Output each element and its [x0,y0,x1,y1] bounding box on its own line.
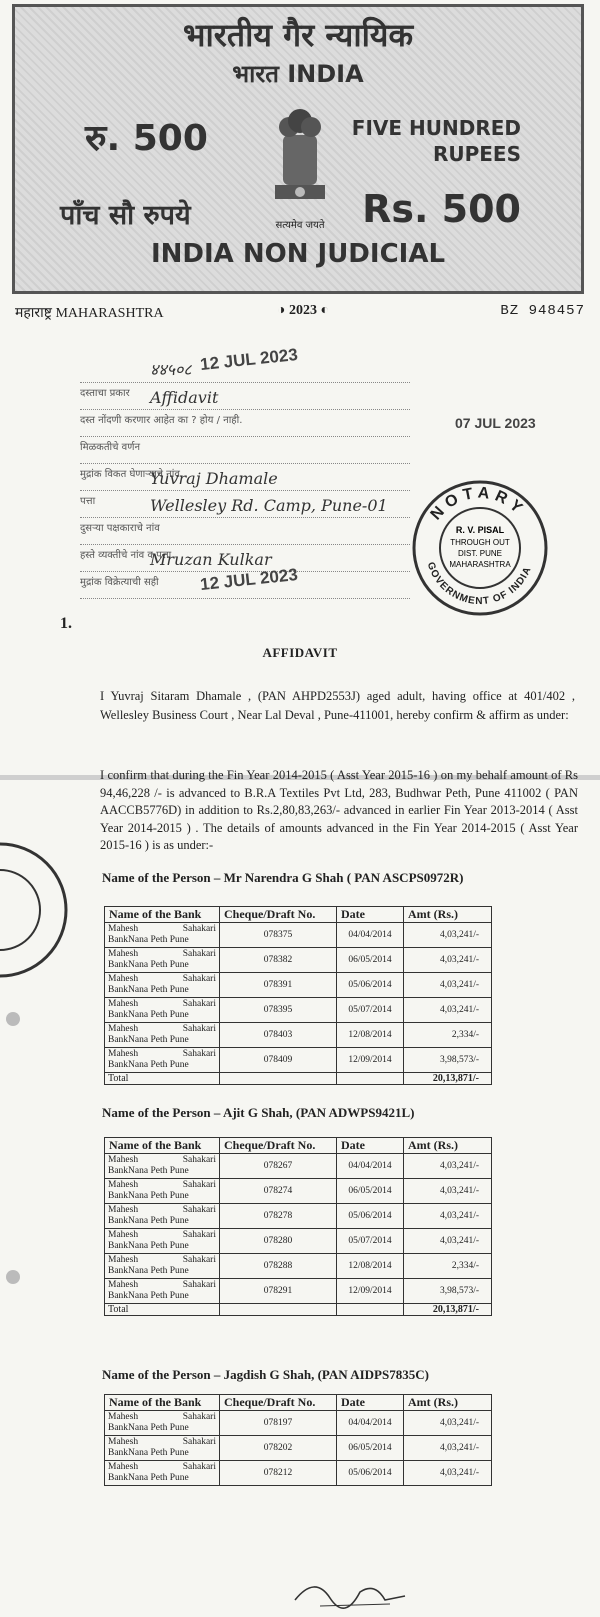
cheque-cell: 078391 [220,973,337,998]
amount-cell: 3,98,573/- [404,1048,492,1073]
cheque-cell: 078280 [220,1229,337,1254]
cheque-cell: 078291 [220,1279,337,1304]
table-header-row: Name of the Bank Cheque/Draft No. Date Amt (Rs.) [105,1395,492,1411]
date-stamp: 12 JUL 2023 [199,344,299,375]
confirmation-paragraph: I confirm that during the Fin Year 2014-2015 ( Asst Year 2015-16 ) on my behalf amount of Rs 94,46,228 /- is advanced to B.R.A Textiles Pvt Ltd, 283, Budhwar Peth, Pune 411002 ( PAN AACCB5776D) in addition to Rs.2,80,83,263/- advanced in earlier Fin Year 2013-2014 ( Asst Year 2014-2015 ) . The details of amounts advanced in the Fin Year 2014-2015 ( Asst Year 2015-16 ) is as under:- [100,768,578,852]
cheque-cell: 078197 [220,1411,337,1436]
bank-name-cell: Mahesh Sahakari BankNana Peth Pune [105,1461,220,1486]
table-header-row: Name of the Bank Cheque/Draft No. Date Amt (Rs.) [105,907,492,923]
table-row [105,1461,492,1486]
advances-table [104,906,492,1085]
cheque-cell: 078375 [220,923,337,948]
emblem-caption: सत्यमेव जयते [275,220,325,231]
bank-name-cell: Mahesh Sahakari BankNana Peth Pune [105,1154,220,1179]
svg-text:R. V. PISAL: R. V. PISAL [455,525,505,535]
signature-icon [290,1570,410,1615]
person-heading: Name of the Person – Mr Narendra G Shah ( PAN ASCPS0972R) [102,870,464,885]
form-line: पत्ता Wellesley Rd. Camp, Pune-01 [80,493,410,518]
table-row [105,1179,492,1204]
svg-text:DIST. PUNE: DIST. PUNE [457,549,503,558]
svg-text:MAHARASHTRA: MAHARASHTRA [449,560,511,569]
cheque-cell: 078409 [220,1048,337,1073]
date-cell: 05/06/2014 [337,1204,404,1229]
table-row [105,923,492,948]
cheque-cell: 078382 [220,948,337,973]
date-cell: 05/07/2014 [337,998,404,1023]
notary-seal-partial-icon [0,840,70,980]
cheque-cell: 078212 [220,1461,337,1486]
bank-name-cell: Mahesh Sahakari BankNana Peth Pune [105,1023,220,1048]
table-row [105,948,492,973]
date-cell: 12/09/2014 [337,1048,404,1073]
table-row [105,1436,492,1461]
notary-seal-icon [410,478,550,618]
affidavit-heading: AFFIDAVIT [262,645,338,660]
punch-hole [6,1270,20,1284]
cheque-cell: 078274 [220,1179,337,1204]
stamp-serial: BZ 948457 [500,303,585,319]
cheque-cell: 078267 [220,1154,337,1179]
bank-name-cell: Mahesh Sahakari BankNana Peth Pune [105,1436,220,1461]
table-row [105,1048,492,1073]
bank-name-cell: Mahesh Sahakari BankNana Peth Pune [105,948,220,973]
form-line: ४४५०८ [80,358,410,383]
stamp-india-non-judicial: INDIA NON JUDICIAL [150,239,446,269]
advances-table [104,1137,492,1316]
amount-cell: 4,03,241/- [404,1411,492,1436]
form-line: मुद्रांक विक्रेत्याची सही [80,574,410,599]
amount-cell: 4,03,241/- [404,1204,492,1229]
amount-cell: 4,03,241/- [404,1179,492,1204]
table-row [105,998,492,1023]
bank-name-cell: Mahesh Sahakari BankNana Peth Pune [105,1411,220,1436]
date-cell: 05/07/2014 [337,1229,404,1254]
state-name: महाराष्ट्र MAHARASHTRA [15,306,164,321]
advances-table [104,1394,492,1486]
date-stamp: 12 JUL 2023 [199,564,299,595]
amount-cell: 4,03,241/- [404,923,492,948]
date-cell: 06/05/2014 [337,948,404,973]
punch-hole [6,1012,20,1026]
date-cell: 12/09/2014 [337,1279,404,1304]
total-row: Total 20,13,871/- [105,1304,492,1316]
stamp-hindi-amount: पाँच सौ रुपये [60,200,191,231]
stamp-state-row [15,303,585,325]
form-line: दस्ताचा प्रकार Affidavit [80,385,410,410]
cheque-cell: 078403 [220,1023,337,1048]
table-row [105,1279,492,1304]
amount-cell: 4,03,241/- [404,973,492,998]
table-header-row: Name of the Bank Cheque/Draft No. Date Amt (Rs.) [105,1138,492,1154]
amount-cell: 4,03,241/- [404,1436,492,1461]
date-stamp: 07 JUL 2023 [455,415,536,431]
date-cell: 04/04/2014 [337,1154,404,1179]
bank-name-cell: Mahesh Sahakari BankNana Peth Pune [105,1254,220,1279]
form-line: हस्ते व्यक्तीचे नांव व पत्ता Mruzan Kulkar [80,547,410,572]
date-cell: 05/06/2014 [337,1461,404,1486]
cheque-cell: 078395 [220,998,337,1023]
amount-cell: 2,334/- [404,1254,492,1279]
bank-name-cell: Mahesh Sahakari BankNana Peth Pune [105,1229,220,1254]
form-line: मिळकतीचे वर्णन [80,439,410,464]
stamp-paper-header [12,4,584,294]
person-heading: Name of the Person – Jagdish G Shah, (PAN AIDPS7835C) [102,1367,429,1382]
stamp-rs-left: रु. 500 [85,118,208,159]
date-cell: 06/05/2014 [337,1436,404,1461]
bank-name-cell: Mahesh Sahakari BankNana Peth Pune [105,923,220,948]
svg-text:NOTARY: NOTARY [427,484,529,524]
bank-name-cell: Mahesh Sahakari BankNana Peth Pune [105,1204,220,1229]
date-cell: 04/04/2014 [337,923,404,948]
stamp-rs-right: Rs. 500 [362,187,521,231]
table-row [105,1411,492,1436]
amount-cell: 4,03,241/- [404,1461,492,1486]
form-line: दुसऱ्या पक्षकाराचे नांव [80,520,410,545]
ashoka-emblem-icon [265,95,335,215]
stamp-hindi-title: भारतीय गैर न्यायिक [182,16,414,54]
date-cell: 06/05/2014 [337,1179,404,1204]
form-line: दस्त नोंदणी करणार आहेत का ? होय / नाही. [80,412,410,437]
date-cell: 04/04/2014 [337,1411,404,1436]
date-cell: 05/06/2014 [337,973,404,998]
date-cell: 12/08/2014 [337,1254,404,1279]
vendor-form [80,358,410,601]
stamp-five-hundred: FIVE HUNDRED RUPEES [351,116,521,166]
bank-name-cell: Mahesh Sahakari BankNana Peth Pune [105,1279,220,1304]
stamp-year: ◑ 2023 ◐ [277,303,329,318]
cheque-cell: 078202 [220,1436,337,1461]
table-row [105,1154,492,1179]
table-row [105,1229,492,1254]
stamp-bharat-india: भारत INDIA [232,60,364,88]
table-row [105,1023,492,1048]
intro-paragraph: I Yuvraj Sitaram Dhamale , (PAN AHPD2553J) aged adult, having office at 401/402 , Wellesley Business Court , Near Lal Deval , Pune-411001, hereby confirm & affirm as under: [100,689,575,722]
amount-cell: 4,03,241/- [404,948,492,973]
affidavit-page-1 [0,0,600,775]
bank-name-cell: Mahesh Sahakari BankNana Peth Pune [105,1048,220,1073]
amount-cell: 4,03,241/- [404,998,492,1023]
person-heading: Name of the Person – Ajit G Shah, (PAN ADWPS9421L) [102,1105,415,1120]
margin-mark: 1. [60,615,72,632]
bank-name-cell: Mahesh Sahakari BankNana Peth Pune [105,998,220,1023]
bank-name-cell: Mahesh Sahakari BankNana Peth Pune [105,973,220,998]
amount-cell: 2,334/- [404,1023,492,1048]
amount-cell: 4,03,241/- [404,1229,492,1254]
affidavit-page-2 [0,768,600,1617]
table-row [105,973,492,998]
svg-text:GOVERNMENT OF INDIA: GOVERNMENT OF INDIA [424,560,534,608]
svg-text:THROUGH OUT: THROUGH OUT [450,538,510,547]
table-row [105,1204,492,1229]
form-line: मुद्रांक विकत घेणाऱ्याचे नांव Yuvraj Dhamale [80,466,410,491]
cheque-cell: 078278 [220,1204,337,1229]
cheque-cell: 078288 [220,1254,337,1279]
bank-name-cell: Mahesh Sahakari BankNana Peth Pune [105,1179,220,1204]
amount-cell: 3,98,573/- [404,1279,492,1304]
date-cell: 12/08/2014 [337,1023,404,1048]
table-row [105,1254,492,1279]
amount-cell: 4,03,241/- [404,1154,492,1179]
total-row: Total 20,13,871/- [105,1073,492,1085]
